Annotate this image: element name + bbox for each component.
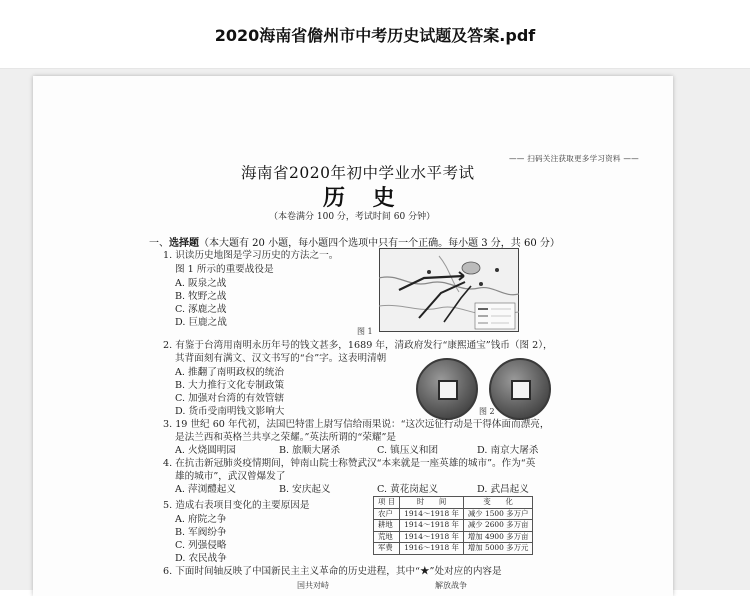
- table-cell: 军费: [374, 543, 400, 555]
- exam-title: 海南省2020年初中学业水平考试: [241, 164, 475, 182]
- question-3-line-1: 3. 19 世纪 60 年代初，法国巴特雷上尉写信给雨果说：“这次远征行动是干得体面而漂亮，: [163, 419, 550, 430]
- coin-front-image: [416, 358, 478, 420]
- table-row: [374, 543, 533, 555]
- question-1-option-d: D. 巨鹿之战: [175, 317, 227, 328]
- question-1-option-b: B. 牧野之战: [175, 291, 227, 302]
- table-header-cell: 变 化: [463, 497, 532, 509]
- coin-back-image: [489, 358, 551, 420]
- question-3-line-2: 是法兰西和英格兰共享之荣耀。”英法所谓的“荣耀”是: [175, 432, 396, 443]
- question-6-line-1: 6. 下面时间轴反映了中国新民主主义革命的历史进程，其中“★”处对应的内容是: [163, 566, 502, 577]
- question-5-option-b: B. 军阀纷争: [175, 527, 227, 538]
- question-2-line-1: 2. 有鉴于台湾用南明永历年号的钱文甚多，1689 年，清政府发行“康熙通宝”钱币（图 2），: [163, 340, 553, 351]
- question-5-option-d: D. 农民战争: [175, 553, 227, 564]
- table-cell: 1914～1918 年: [400, 520, 464, 532]
- figure-1-battle-map: [379, 248, 519, 332]
- table-cell: 增加 4900 多万亩: [463, 531, 532, 543]
- score-note: （本卷满分 100 分，考试时间 60 分钟）: [269, 212, 436, 222]
- question-2-option-a: A. 推翻了南明政权的统治: [175, 367, 284, 378]
- question-4-option-c: C. 黄花岗起义: [377, 484, 439, 495]
- question-2-line-2: 其背面刻有满文、汉文书写的“台”字。这表明清朝: [175, 353, 387, 364]
- question-4-line-2: 雄的城市”，武汉曾爆发了: [175, 471, 286, 482]
- table-cell: 增加 5000 多万元: [463, 543, 532, 555]
- table-cell: 减少 1500 多万户: [463, 508, 532, 520]
- question-4-option-d: D. 武昌起义: [477, 484, 529, 495]
- table-cell: 荒地: [374, 531, 400, 543]
- question-1-option-a: A. 阪泉之战: [175, 278, 227, 289]
- question-4-option-a: A. 萍浏醴起义: [175, 484, 236, 495]
- table-cell: 1916～1918 年: [400, 543, 464, 555]
- question-5-option-a: A. 府院之争: [175, 514, 227, 525]
- question-3-option-d: D. 南京大屠杀: [477, 445, 539, 456]
- question-2-option-c: C. 加强对台湾的有效管辖: [175, 393, 285, 404]
- pdf-page: [33, 76, 673, 596]
- table-cell: 耕地: [374, 520, 400, 532]
- table-cell: 减少 2600 多万亩: [463, 520, 532, 532]
- timeline-label-2: 解放战争: [435, 581, 467, 590]
- question-3-option-b: B. 旅顺大屠杀: [279, 445, 341, 456]
- table-row: [374, 531, 533, 543]
- question-1-option-c: C. 涿鹿之战: [175, 304, 227, 315]
- data-table: [373, 496, 533, 555]
- question-2-option-d: D. 货币受南明钱文影响大: [175, 406, 285, 417]
- table-header-cell: 项 目: [374, 497, 400, 509]
- question-5-line-1: 5. 造成右表项目变化的主要原因是: [163, 500, 310, 511]
- question-5-option-c: C. 列强侵略: [175, 540, 227, 551]
- question-2-option-b: B. 大力推行文化专制政策: [175, 380, 285, 391]
- section-number: 一、: [149, 238, 169, 249]
- table-cell: 农户: [374, 508, 400, 520]
- question-3-option-c: C. 镇压义和团: [377, 445, 439, 456]
- question-1-line-2: 图 1 所示的重要战役是: [175, 264, 274, 275]
- question-4-line-1: 4. 在抗击新冠肺炎疫情期间，钟南山院士称赞武汉“本来就是一座英雄的城市”。作为“英: [163, 458, 536, 469]
- figure-1-caption: 图 1: [357, 327, 373, 336]
- section-description: （本大题有 20 小题，每小题四个选项中只有一个正确。每小题 3 分，共 60 分）: [199, 238, 560, 249]
- figure-2-caption: 图 2: [479, 407, 495, 416]
- table-cell: 1914～1918 年: [400, 531, 464, 543]
- question-1-line-1: 1. 识读历史地图是学习历史的方法之一。: [163, 250, 339, 261]
- table-cell: 1914～1918 年: [400, 508, 464, 520]
- table-header-cell: 时 间: [400, 497, 464, 509]
- timeline-label-1: 国共对峙: [297, 581, 329, 590]
- promo-tag: —— 扫码关注获取更多学习资料 ——: [509, 154, 639, 163]
- document-title: 2020海南省儋州市中考历史试题及答案.pdf: [0, 0, 750, 69]
- table-row: [374, 520, 533, 532]
- section-heading: [149, 234, 560, 249]
- subject-title: 历 史: [323, 185, 405, 211]
- question-3-option-a: A. 火烧圆明园: [175, 445, 236, 456]
- question-4-option-b: B. 安庆起义: [279, 484, 331, 495]
- table-header-row: [374, 497, 533, 509]
- table-row: [374, 508, 533, 520]
- section-name: 选择题: [169, 238, 199, 249]
